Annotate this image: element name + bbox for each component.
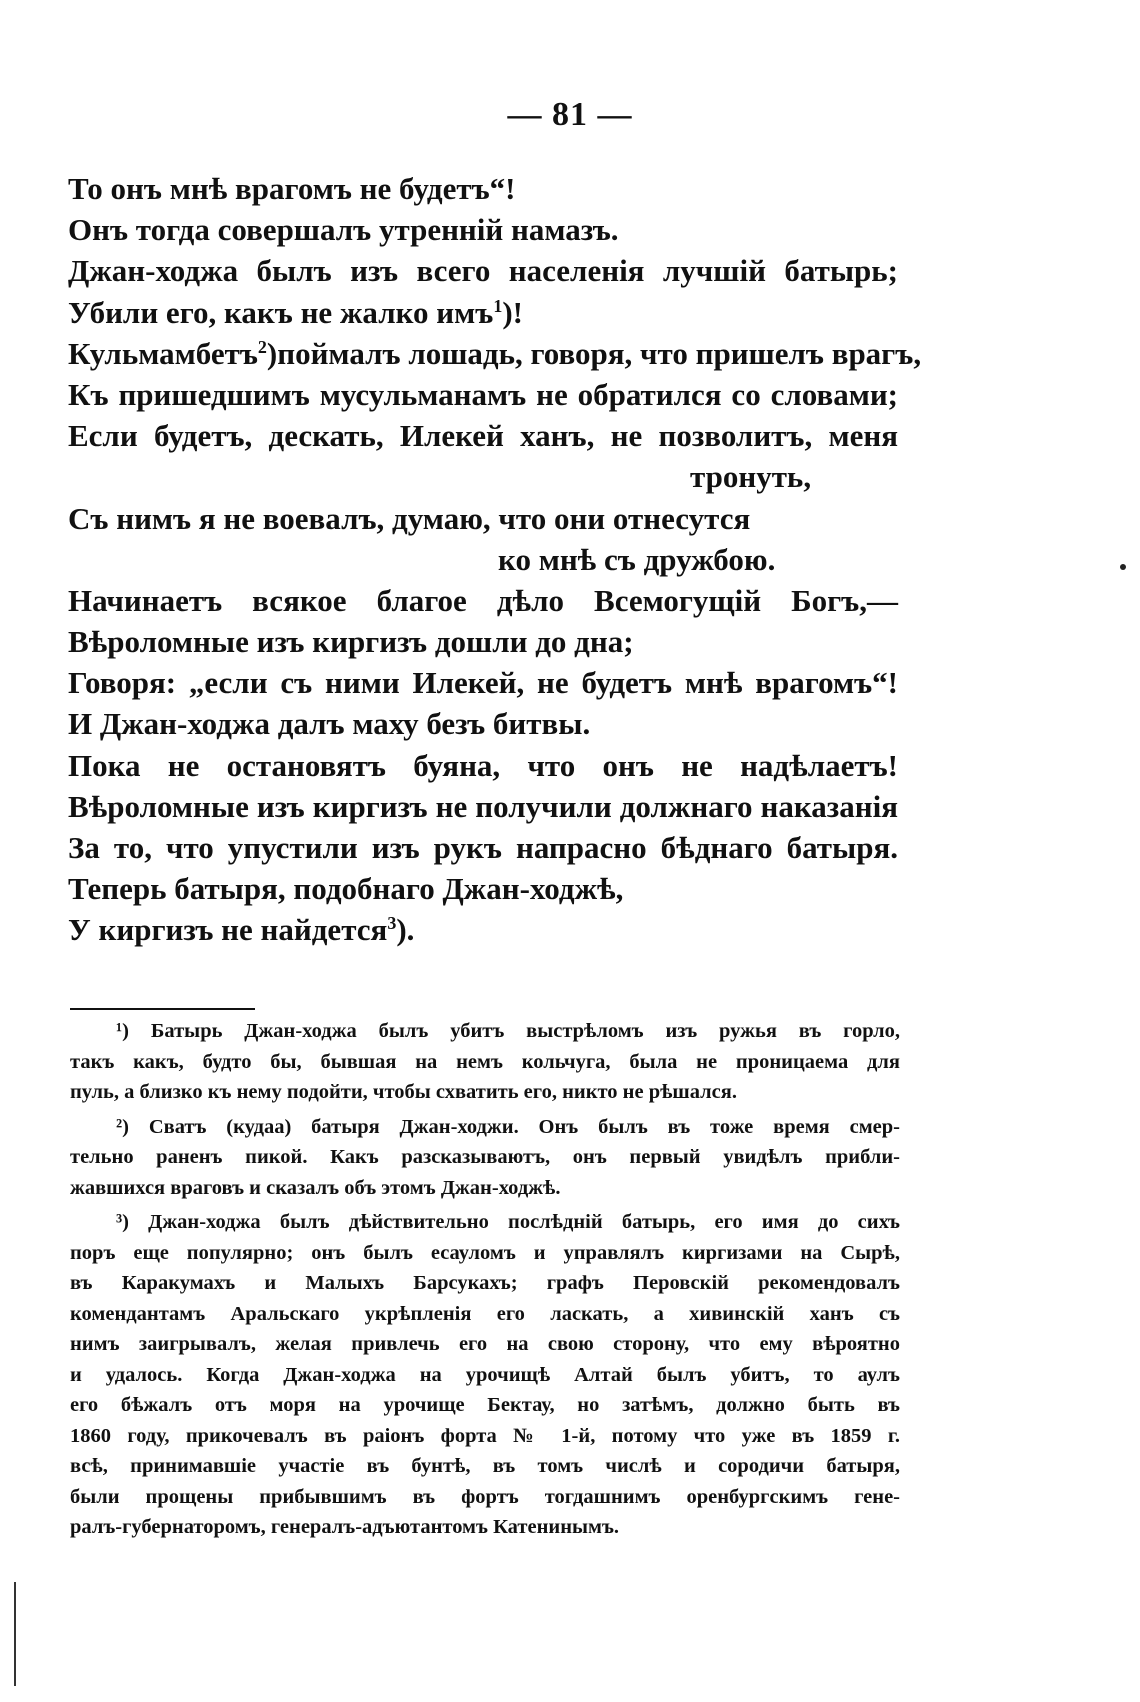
verse-line-text: Съ нимъ я не воевалъ, думаю, что они отнесутся	[68, 500, 751, 536]
verse-line-tail: )!	[502, 294, 523, 330]
footnote-line: комендантамъ Аральскаго укрѣпленія его ласкать, а хивинскій ханъ съ	[70, 1302, 900, 1325]
footnote-2	[70, 1112, 900, 1204]
verse-line-tail: ).	[396, 912, 415, 948]
verse-line	[68, 786, 898, 827]
footnote-line: ²) Сватъ (кудаа) батыря Джан-ходжи. Онъ былъ въ тоже время смер-	[116, 1115, 900, 1138]
verse-line-text: Теперь батыря, подобнаго Джан-ходжѣ,	[68, 871, 624, 907]
page-number: — 81 —	[507, 96, 633, 133]
footnote-line: 1860 году, прикочевалъ въ раіонъ форта № 1-й, потому что уже въ 1859 г.	[70, 1424, 900, 1447]
footnote-ref: 2	[257, 336, 267, 357]
footnote-line: пуль, а близко къ нему подойти, чтобы схватить его, никто не рѣшался.	[70, 1081, 737, 1103]
verse-line-text: Онъ тогда совершалъ утренній намазъ.	[68, 212, 619, 248]
verse-line	[68, 292, 898, 333]
verse-line	[68, 909, 898, 950]
verse-line	[68, 168, 898, 209]
verse-line	[68, 209, 898, 250]
footnote-line: нимъ заигрывалъ, желая привлечь его на свою сторону, что ему вѣроятно	[70, 1333, 900, 1355]
scan-edge-mark	[14, 1582, 16, 1686]
footnote-line: такъ какъ, будто бы, бывшая на немъ кольчуга, была не проницаема для	[70, 1050, 900, 1073]
verse-line	[68, 580, 898, 621]
verse-line	[68, 621, 898, 662]
verse-line	[68, 745, 898, 786]
verse-line-text: Начинаетъ всякое благое дѣло Всемогущій Богъ,—	[68, 582, 898, 618]
footnote-line: поръ еще популярно; онъ былъ есауломъ и управлялъ киргизами на Сырѣ,	[70, 1241, 900, 1264]
verse-line	[68, 498, 898, 539]
verse-line	[68, 827, 898, 868]
footnote-line: тельно раненъ пикой. Какъ разсказываютъ, онъ первый увидѣлъ прибли-	[70, 1146, 900, 1168]
verse-line-text: Кульмамбетъ	[68, 335, 258, 371]
verse-line	[68, 868, 898, 909]
verse-line-text: тронуть,	[690, 459, 812, 495]
verse-line-text: Пока не остановятъ буяна, что онъ не надѣлаетъ!	[68, 747, 898, 783]
verse-line-text: Говоря: „если съ ними Илекей, не будетъ мнѣ врагомъ“!	[68, 665, 898, 701]
verse-line-text: ко мнѣ съ дружбою.	[498, 541, 776, 577]
verse-line-text: Вѣроломные изъ киргизъ дошли до дна;	[68, 624, 634, 660]
footnote-line: ¹) Батырь Джан-ходжа былъ убитъ выстрѣломъ изъ ружья въ горло,	[116, 1020, 900, 1042]
footnote-line: въ Каракумахъ и Малыхъ Барсукахъ; графъ Перовскій рекомендовалъ	[70, 1272, 900, 1294]
footnote-line: и удалось. Когда Джан-ходжа на урочищѣ Алтай былъ убитъ, то аулъ	[70, 1363, 900, 1386]
verse-line-tail: )поймалъ лошадь, говоря, что пришелъ врагъ,	[266, 335, 922, 371]
verse-line-text: У киргизъ не найдется	[68, 912, 388, 948]
verse-line-text: Если будетъ, дескать, Илекей ханъ, не позволитъ, меня	[68, 418, 898, 454]
verse-line-text: То онъ мнѣ врагомъ не будетъ“!	[68, 171, 516, 206]
verse-line-text: Убили его, какъ не жалко имъ	[68, 294, 494, 330]
verse-text	[68, 168, 922, 951]
verse-line	[68, 456, 898, 497]
verse-line-text: Къ пришедшимъ мусульманамъ не обратился со словами;	[68, 376, 898, 412]
footnote-line: были прощены прибывшимъ въ фортъ тогдашнимъ оренбургскимъ гене-	[70, 1485, 900, 1508]
footnote-line: ралъ-губернаторомъ, генералъ-адъютантомъ Катенинымъ.	[70, 1516, 620, 1538]
verse-line	[68, 703, 898, 744]
footnote-line: жавшихся враговъ и сказалъ объ этомъ Джан-ходжѣ.	[70, 1176, 561, 1199]
verse-line	[68, 333, 922, 374]
margin-dot	[1120, 564, 1126, 570]
verse-line	[68, 250, 898, 291]
verse-line	[68, 415, 898, 456]
footnote-line: его бѣжалъ отъ моря на урочище Бектау, но затѣмъ, должно быть въ	[70, 1394, 900, 1416]
footnote-3	[70, 1207, 900, 1543]
verse-line	[68, 374, 898, 415]
footnote-ref: 1	[493, 295, 503, 316]
footnote-line: ³) Джан-ходжа былъ дѣйствительно послѣдній батырь, его имя до сихъ	[116, 1211, 900, 1233]
footnote-1	[70, 1016, 900, 1108]
verse-line-text: За то, что упустили изъ рукъ напрасно бѣднаго батыря.	[68, 830, 898, 865]
footnotes	[70, 1016, 900, 1547]
footnote-ref: 3	[387, 913, 397, 934]
verse-line	[68, 539, 898, 580]
verse-line	[68, 662, 898, 703]
footnote-line: всѣ, принимавшіе участіе въ бунтѣ, въ томъ числѣ и сородичи батыря,	[70, 1455, 900, 1477]
verse-line-text: Вѣроломные изъ киргизъ не получили должнаго наказанія	[68, 788, 898, 824]
footnote-divider	[70, 1008, 255, 1010]
verse-line-text: И Джан-ходжа далъ маху безъ битвы.	[68, 706, 591, 742]
verse-line-text: Джан-ходжа былъ изъ всего населенія лучшій батырь;	[68, 253, 898, 289]
